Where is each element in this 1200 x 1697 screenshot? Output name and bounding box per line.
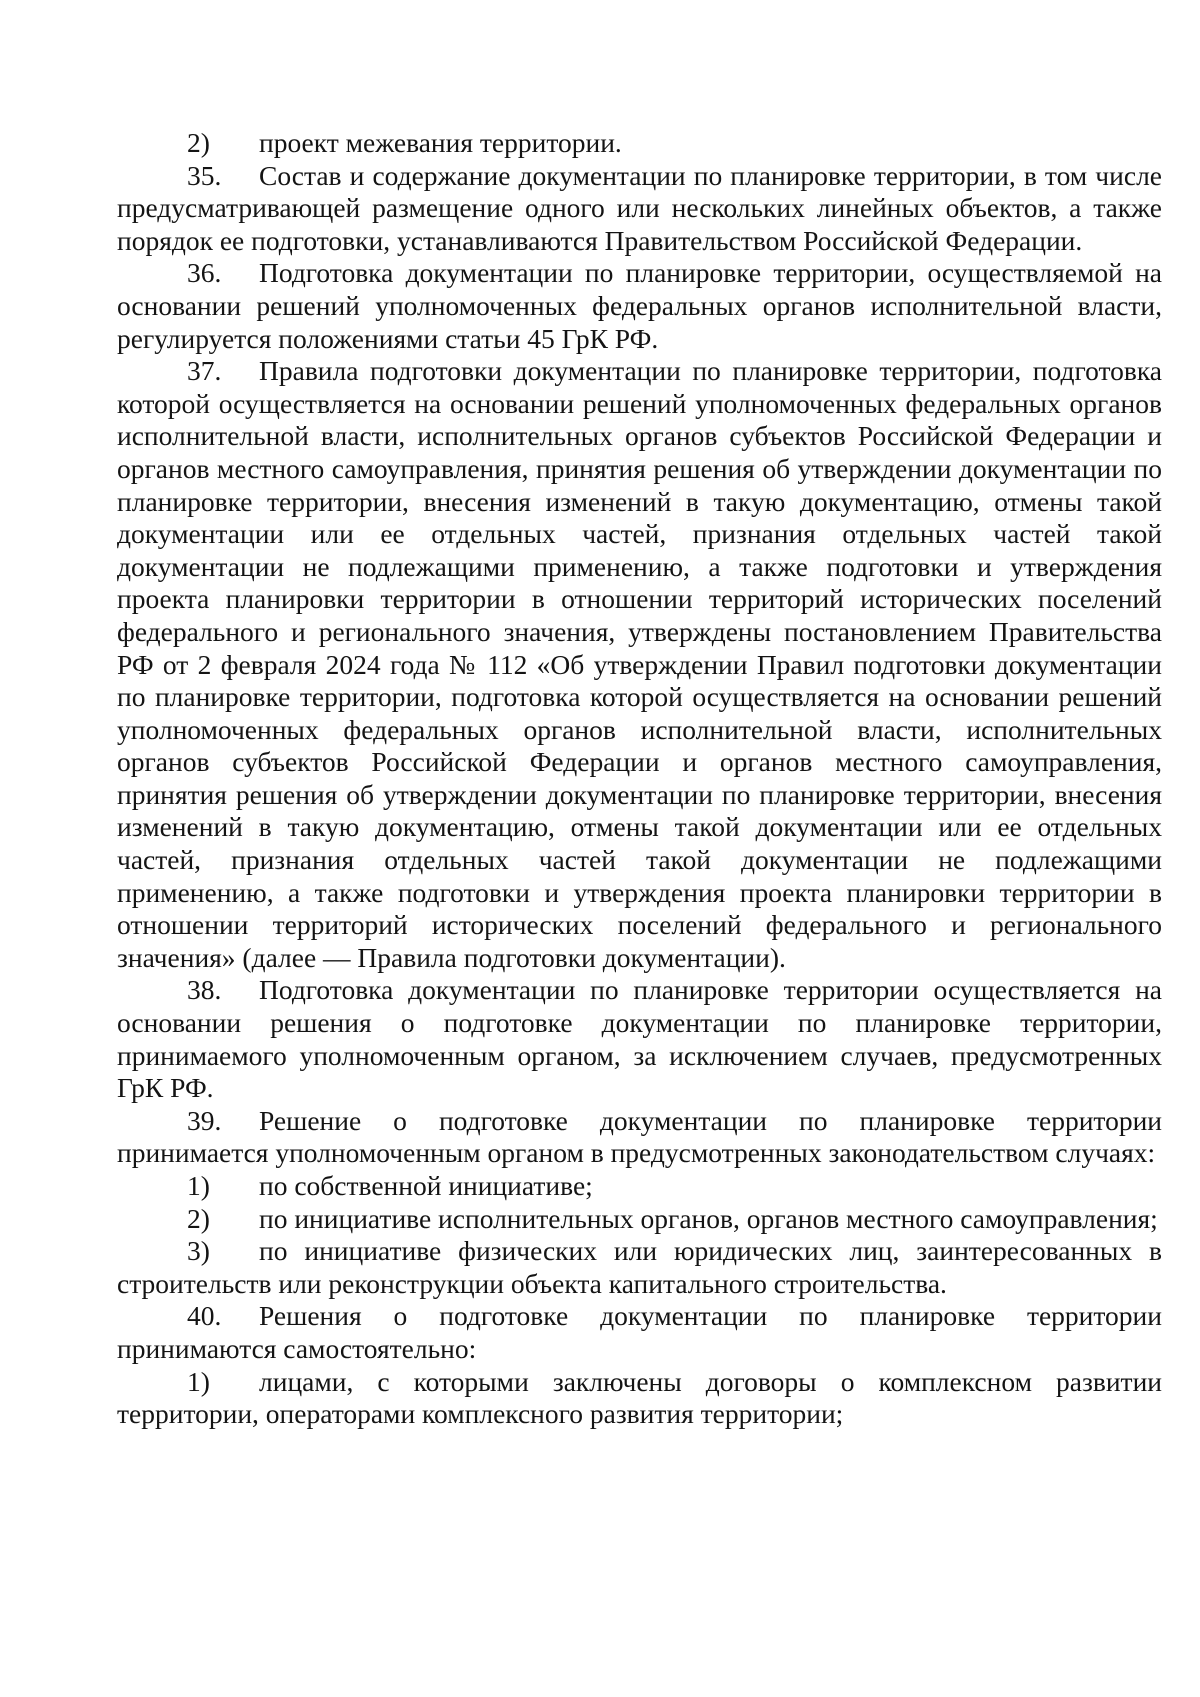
paragraph-37 [117, 355, 1162, 974]
list-item-39-1 [117, 1170, 1162, 1203]
paragraph-39 [117, 1105, 1162, 1170]
paragraph-number: 2) [187, 1202, 210, 1234]
paragraph-text: Правила подготовки документации по планировке территории, подготовка которой осуществляется на основании решений уполномоченных федеральных органов исполнительной власти, исполнительных органов субъектов Российской Федерации и органов местного самоуправления, принятия решения об утверждении документации по планировке территории, внесения изменений в такую документацию, отмены такой документации или ее отдельных частей, признания отдельных частей такой документации не подлежащими применению, а также подготовки и утверждения проекта планировки территории в отношении территорий исторических поселений федерального и регионального значения, утверждены постановлением Правительства РФ от 2 февраля 2024 года № 112 «Об утверждении Правил подготовки документации по планировке территории, подготовка которой осуществляется на основании решений уполномоченных федеральных органов исполнительной власти, исполнительных органов субъектов Российской Федерации и органов местного самоуправления, принятия решения об утверждении документации по планировке территории, внесения изменений в такую документацию, отмены такой документации или ее отдельных частей, признания отдельных частей такой документации не подлежащими применению, а также подготовки и утверждения проекта планировки территории в отношении территорий исторических поселений федерального и регионального значения» (далее — Правила подготовки документации). [117, 355, 1162, 973]
paragraph-text: Подготовка документации по планировке территории осуществляется на основании решения о подготовке документации по планировке территории, принимаемого уполномоченным органом, за исключением случаев, предусмотренных ГрК РФ. [117, 974, 1162, 1104]
paragraph-text: Подготовка документации по планировке территории, осуществляемой на основании решений уполномоченных федеральных органов исполнительной власти, регулируется положениями статьи 45 ГрК РФ. [117, 257, 1162, 354]
paragraph-text: по собственной инициативе; [259, 1170, 593, 1201]
paragraph-36 [117, 257, 1162, 355]
paragraph-number: 37. [187, 355, 222, 387]
list-item-39-2 [117, 1203, 1162, 1236]
paragraph-number: 38. [187, 974, 222, 1006]
list-item-39-3 [117, 1235, 1162, 1300]
paragraph-text: Решение о подготовке документации по планировке территории принимается уполномоченным органом в предусмотренных законодательством случаях: [117, 1104, 1162, 1169]
paragraph-number: 3) [187, 1235, 210, 1267]
paragraph-number: 2) [187, 127, 210, 158]
paragraph-number: 1) [187, 1170, 210, 1201]
paragraph-35 [117, 160, 1162, 258]
paragraph-text: по инициативе исполнительных органов, органов местного самоуправления; [259, 1202, 1158, 1234]
paragraph-text: проект межевания территории. [259, 127, 622, 158]
document-body [117, 127, 1162, 1431]
paragraph-number: 36. [187, 257, 222, 289]
paragraph-number: 1) [187, 1365, 210, 1397]
paragraph-number: 39. [187, 1104, 222, 1136]
paragraph-text: Состав и содержание документации по планировке территории, в том числе предусматривающей размещение одного или нескольких линейных объектов, а также порядок ее подготовки, устанавливаются Правительством Российской Федерации. [117, 159, 1162, 256]
paragraph-text: лицами, с которыми заключены договоры о комплексном развитии территории, операторами комплексного развития территории; [117, 1365, 1162, 1430]
paragraph-number: 40. [187, 1300, 222, 1332]
paragraph-text: по инициативе физических или юридических лиц, заинтересованных в строительств или реконструкции объекта капитального строительства. [117, 1235, 1162, 1299]
paragraph-text: Решения о подготовке документации по планировке территории принимаются самостоятельно: [117, 1300, 1162, 1364]
paragraph-item-2 [117, 127, 1162, 160]
paragraph-number: 35. [187, 159, 222, 191]
list-item-40-1 [117, 1366, 1162, 1431]
paragraph-38 [117, 974, 1162, 1104]
paragraph-40 [117, 1300, 1162, 1365]
